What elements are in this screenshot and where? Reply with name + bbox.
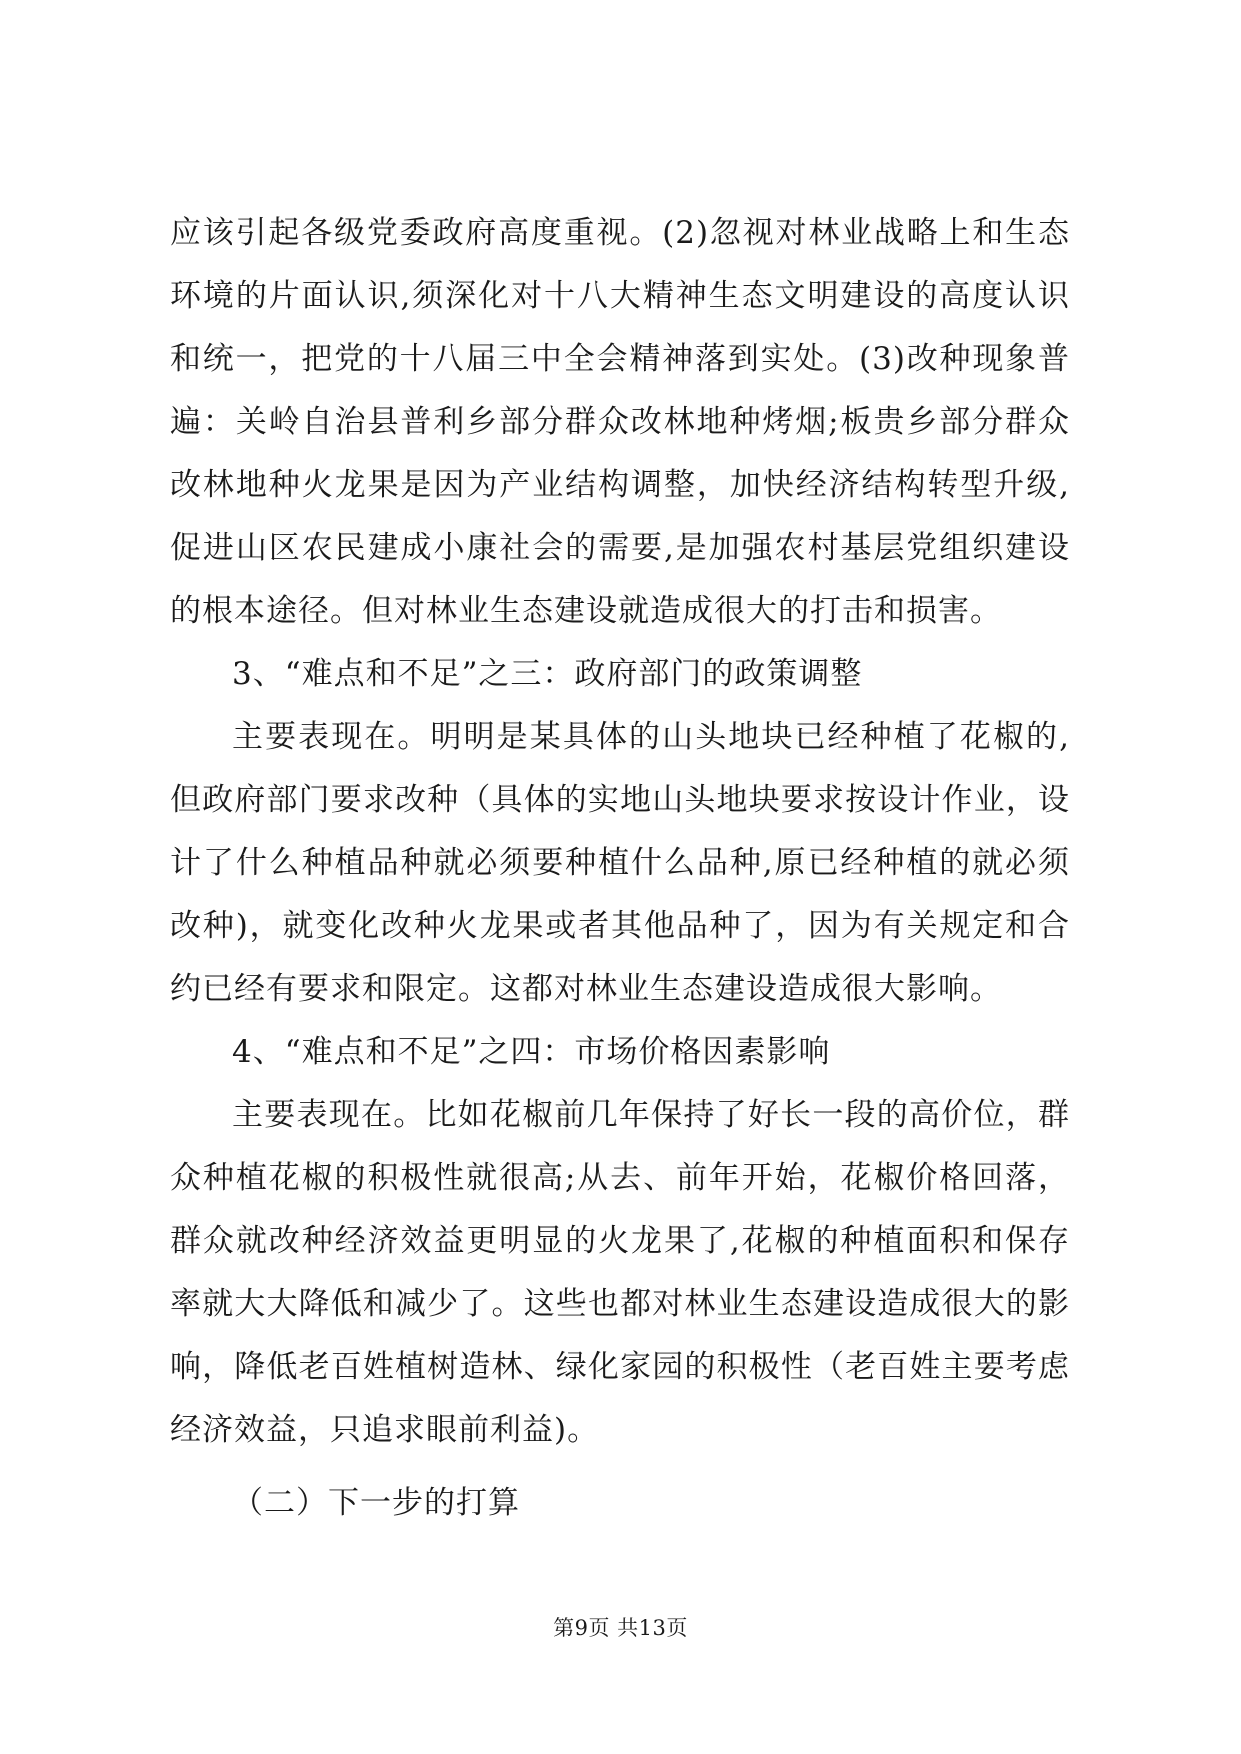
text-line: 主要表现在。明明是某具体的山头地块已经种植了花椒的, [232, 719, 1070, 755]
text-line: 主要表现在。比如花椒前几年保持了好长一段的高价位，群 [232, 1097, 1070, 1133]
text-line: 计了什么种植品种就必须要种植什么品种,原已经种植的就必须 [170, 845, 1070, 881]
page-number-footer: 第9页 共13页 [553, 1616, 688, 1640]
text-line: 但政府部门要求改种（具体的实地山头地块要求按设计作业，设 [170, 782, 1070, 818]
text-line: 群众就改种经济效益更明显的火龙果了,花椒的种植面积和保存 [170, 1223, 1070, 1259]
text-line: 改种)，就变化改种火龙果或者其他品种了，因为有关规定和合 [170, 908, 1070, 944]
text-line: 应该引起各级党委政府高度重视。(2)忽视对林业战略上和生态 [170, 215, 1070, 251]
text-line: 率就大大降低和减少了。这些也都对林业生态建设造成很大的影 [170, 1286, 1070, 1322]
text-line: 改林地种火龙果是因为产业结构调整，加快经济结构转型升级, [170, 467, 1070, 503]
text-line: 经济效益，只追求眼前利益)。 [170, 1412, 600, 1448]
text-line: 响，降低老百姓植树造林、绿化家园的积极性（老百姓主要考虑 [170, 1349, 1070, 1385]
text-line: 众种植花椒的积极性就很高;从去、前年开始，花椒价格回落， [170, 1160, 1070, 1196]
text-line: 环境的片面认识,须深化对十八大精神生态文明建设的高度认识 [170, 278, 1070, 314]
section-heading: 3、“难点和不足”之三：政府部门的政策调整 [232, 656, 863, 692]
section-heading: 4、“难点和不足”之四：市场价格因素影响 [232, 1034, 831, 1070]
text-line: 促进山区农民建成小康社会的需要,是加强农村基层党组织建设 [170, 530, 1070, 566]
text-line: 遍：关岭自治县普利乡部分群众改林地种烤烟;板贵乡部分群众 [170, 404, 1070, 440]
section-heading: （二）下一步的打算 [232, 1485, 520, 1521]
text-line: 和统一，把党的十八届三中全会精神落到实处。(3)改种现象普 [170, 341, 1070, 377]
text-line: 约已经有要求和限定。这都对林业生态建设造成很大影响。 [170, 971, 1002, 1007]
text-line: 的根本途径。但对林业生态建设就造成很大的打击和损害。 [170, 593, 1002, 629]
